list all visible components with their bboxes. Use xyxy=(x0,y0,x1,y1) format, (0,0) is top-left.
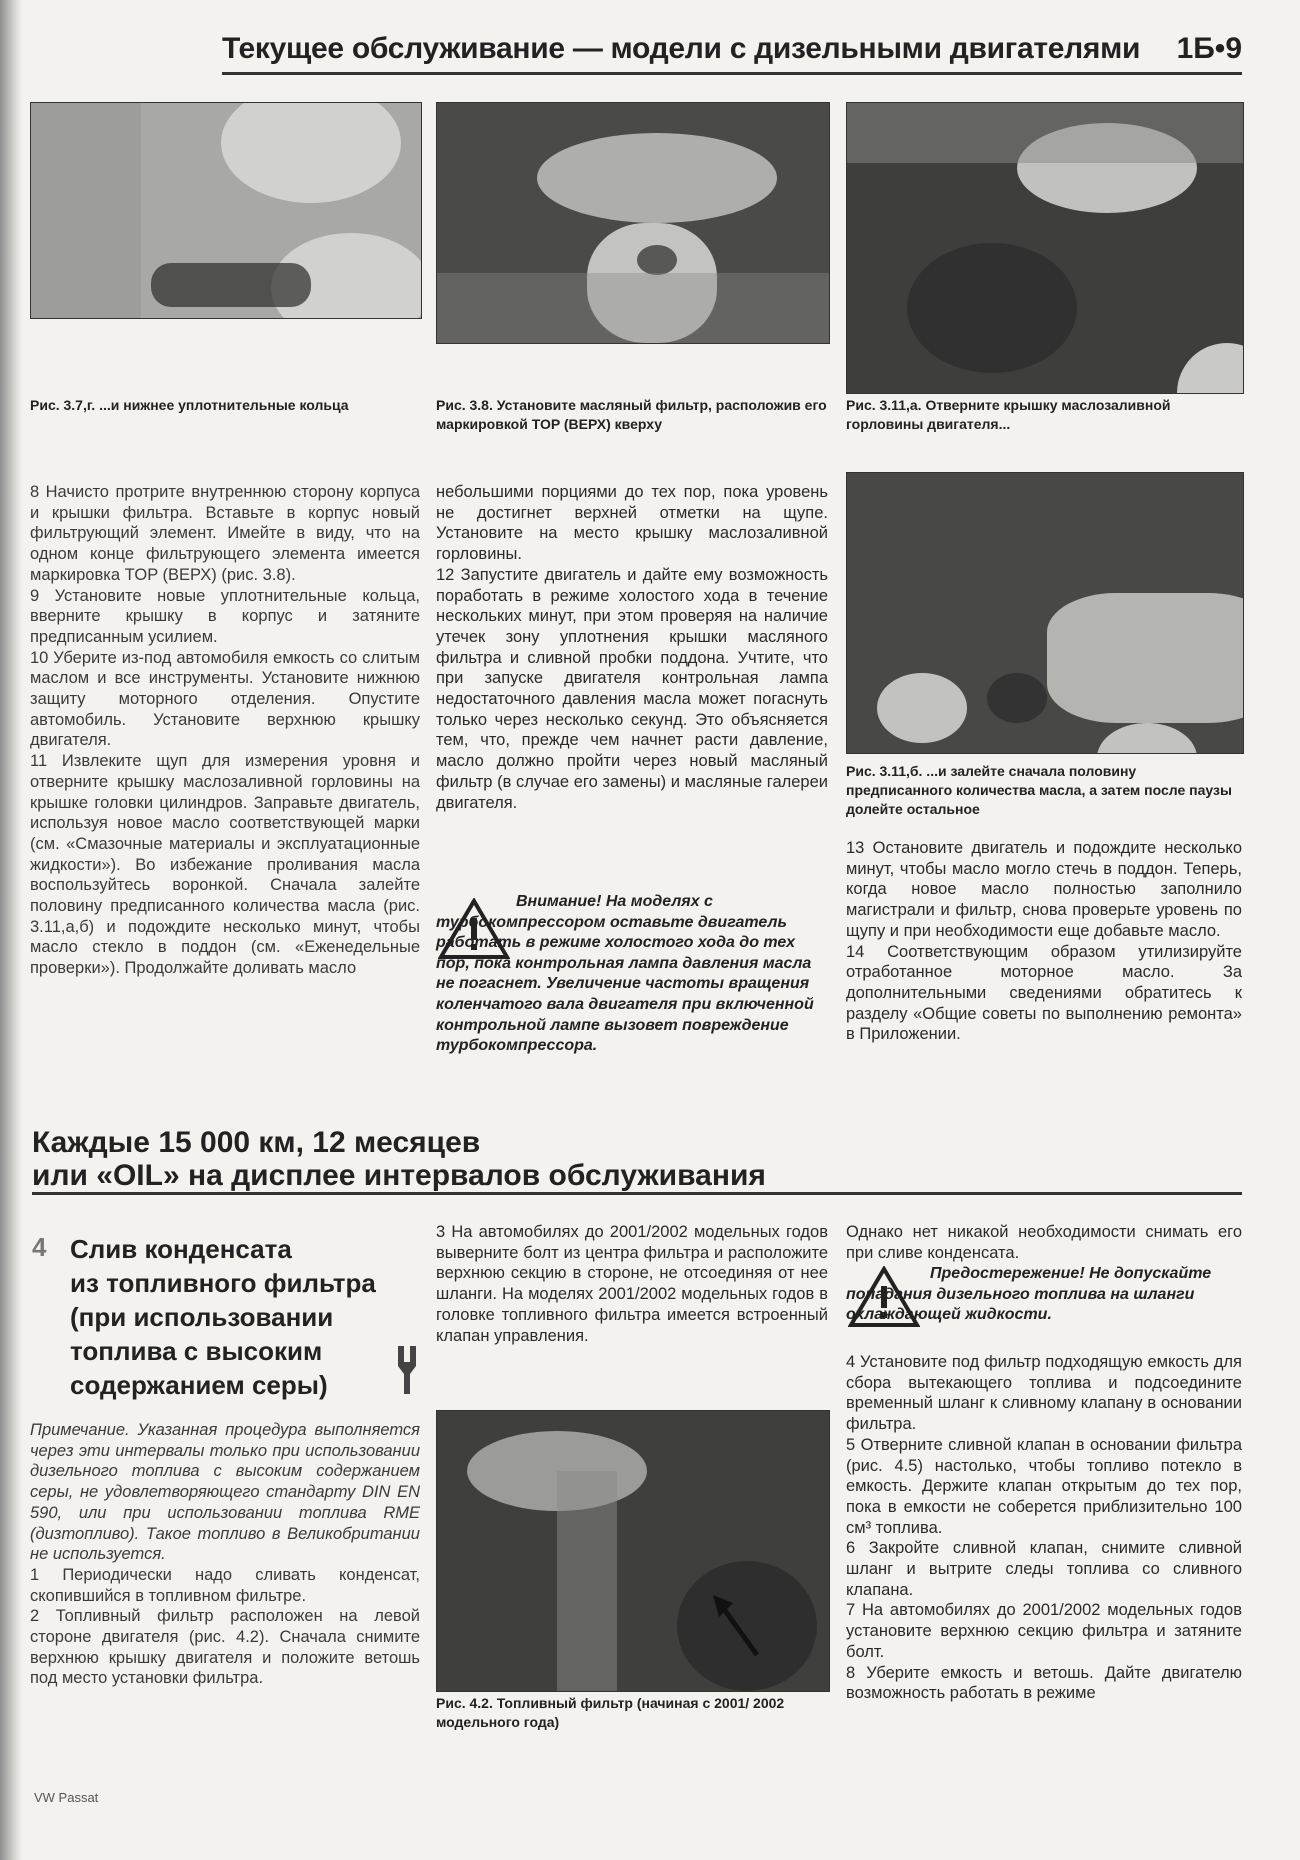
warning-turbo: Внимание! На моделях с турбокомпрессором оставьте двигатель работать в режиме холостого хода до тех пор, пока контрольная лампа давления масла не погаснет. Увеличение частоты вращения коленчатого вала двигателя при включенной контрольной лампе вызовет повреждение турбокомпрессора. xyxy=(436,893,814,1055)
paragraph: 7 На автомобилях до 2001/2002 модельных годов установите верхнюю секцию фильтра и затяните болт. xyxy=(846,1601,1242,1661)
paragraph: 9 Установите новые уплотнительные кольца, вверните крышку в корпус и затяните предписанным усилием. xyxy=(30,586,420,646)
paragraph: небольшими порциями до тех пор, пока уровень не достигнет верхней отметки на щупе. Установите на место крышку маслозаливной горловины. xyxy=(436,483,828,564)
paragraph: 6 Закройте сливной клапан, снимите сливной шланг и вытрите следы топлива со сливного клапана. xyxy=(846,1539,1242,1599)
subsection-title-line: из топливного фильтра xyxy=(70,1268,376,1298)
paragraph: 5 Отверните сливной клапан в основании фильтра (рис. 4.5) настолько, чтобы топливо потекло в емкость. Держите клапан открытым до тех пор, пока в емкости не соберется приблизительно 100 см³ топлива. xyxy=(846,1435,1242,1537)
paragraph: 8 Начисто протрите внутреннюю сторону корпуса и крышки фильтра. Вставьте в корпус новый фильтрующий элемент. Имейте в виду, что на одном конце фильтрующего элемента имеется маркировка TOP (ВЕРХ) (рис. 3.8). xyxy=(30,483,420,584)
subsection-number: 4 xyxy=(32,1232,47,1262)
caption-fig-3-8: Рис. 3.8. Установите масляный фильтр, расположив его маркировкой TOP (ВЕРХ) кверху xyxy=(436,397,827,432)
paragraph: 3 На автомобилях до 2001/2002 модельных годов выверните болт из центра фильтра и расположите верхнюю секцию в стороне, не отсоединяя от нее шланги. На моделях 2001/2002 модельных годов в головке топливного фильтра имеется встроенный клапан управления. xyxy=(436,1223,828,1345)
note-paragraph: Примечание. Указанная процедура выполняется через эти интервалы только при использовании дизельного топлива с высоким содержанием серы, не удовлетворяющего стандарту DIN EN 590, или при использовании топлива RME (дизтопливо). Такое топливо в Великобритании не используется. xyxy=(30,1421,420,1564)
paragraph: 4 Установите под фильтр подходящую емкость для сбора вытекающего топлива и подсоедините временный шланг к сливному клапану в основании фильтра. xyxy=(846,1353,1242,1434)
page-footer: VW Passat xyxy=(34,1790,99,1805)
subsection-title-line: содержанием серы) xyxy=(70,1370,328,1400)
column-1-lower xyxy=(30,1420,420,1689)
paragraph: 13 Остановите двигатель и подождите несколько минут, чтобы масло могло стечь в поддон. Теперь, когда новое масло полностью заполнило магистрали и фильтр, снова проверьте уровень по щупу и при необходимости еще добавьте масло. xyxy=(846,839,1242,940)
caption-fig-3-11a: Рис. 3.11,а. Отверните крышку маслозаливной горловины двигателя... xyxy=(846,397,1171,432)
page-header xyxy=(222,28,1242,75)
paragraph: 12 Запустите двигатель и дайте ему возможность поработать в режиме холостого хода в течение нескольких минут, при этом проверяя на наличие утечек зону уплотнения крышки масляного фильтра и сливной пробки поддона. Учтите, что при запуске двигателя контрольная лампа недостаточного давления масла может погаснуть только через несколько секунд. Это объясняется тем, что, прежде чем начнет расти давление, масло должно пройти через новый масляный фильтр (в случае его замены) и масляные галереи двигателя. xyxy=(436,565,828,812)
paragraph: 2 Топливный фильтр расположен на левой стороне двигателя (рис. 4.2). Сначала снимите верхнюю крышку двигателя и положите ветошь под место установки фильтра. xyxy=(30,1607,420,1688)
photo-fig-3-11b xyxy=(846,472,1244,754)
column-2-lower xyxy=(436,1222,828,1346)
page-number: 1Б•9 xyxy=(1176,32,1242,65)
column-3-upper xyxy=(846,838,1242,1045)
section-heading-line-1: Каждые 15 000 км, 12 месяцев xyxy=(32,1126,481,1159)
caption-fig-4-2: Рис. 4.2. Топливный фильтр (начиная с 2001/ 2002 модельного года) xyxy=(436,1695,785,1730)
page-title: Текущее обслуживание — модели с дизельными двигателями xyxy=(222,32,1141,65)
subsection-title-line: топлива с высоким xyxy=(70,1336,323,1366)
warning-coolant-hoses: Предостережение! Не допускайте попадания дизельного топлива на шланги охлаждающей жидкости. xyxy=(846,1265,1212,1324)
section-heading xyxy=(32,1126,1242,1195)
pointer-arrow-icon xyxy=(707,1591,767,1661)
paragraph: 10 Уберите из-под автомобиля емкость со слитым маслом и все инструменты. Установите нижнюю защиту моторного отделения. Опустите автомобиль. Установите верхнюю крышку двигателя. xyxy=(30,648,420,750)
subsection-title xyxy=(70,1232,376,1402)
paragraph: 11 Извлеките щуп для измерения уровня и отверните крышку маслозаливной горловины на крышке головки цилиндров. Заправьте двигатель, используя новое масло соответствующей марки (см. «Смазочные материалы и эксплуатационные жидкости»). Во избежание проливания масла воспользуйтесь воронкой. Сначала залейте половину предписанного количества масла (рис. 3.11,а,б) и подождите несколько минут, чтобы масло стекло в поддон (см. «Еженедельные проверки»). Продолжайте доливать масло xyxy=(30,752,420,978)
paragraph: 14 Соответствующим образом утилизируйте отработанное моторное масло. За дополнительными сведениями обратитесь к разделу «Общие советы по выполнению ремонта» в Приложении. xyxy=(846,942,1242,1044)
subsection-title-line: Слив конденсата xyxy=(70,1234,292,1264)
caption-fig-3-11b: Рис. 3.11,б. ...и залейте сначала половину предписанного количества масла, а затем после паузы долейте остальное xyxy=(846,763,1232,817)
difficulty-wrench-icon xyxy=(392,1340,422,1400)
column-2-upper xyxy=(436,482,828,813)
paragraph: 8 Уберите емкость и ветошь. Дайте двигателю возможность работать в режиме xyxy=(846,1663,1242,1703)
column-3-lower-intro: Однако нет никакой необходимости снимать его при сливе конденсата. xyxy=(846,1223,1242,1262)
column-3-lower xyxy=(846,1352,1242,1704)
page-binding-shadow xyxy=(0,0,22,1860)
section-heading-line-2: или «OIL» на дисплее интервалов обслуживания xyxy=(32,1159,766,1192)
subsection-title-line: (при использовании xyxy=(70,1302,334,1332)
column-1-upper xyxy=(30,482,420,979)
photo-fig-4-2 xyxy=(436,1410,830,1692)
photo-fig-3-8 xyxy=(436,102,830,344)
paragraph: 1 Периодически надо сливать конденсат, скопившийся в топливном фильтре. xyxy=(30,1565,420,1605)
caption-fig-3-7g: Рис. 3.7,г. ...и нижнее уплотнительные кольца xyxy=(30,397,349,413)
photo-fig-3-11a xyxy=(846,102,1244,394)
photo-fig-3-7g xyxy=(30,102,422,319)
